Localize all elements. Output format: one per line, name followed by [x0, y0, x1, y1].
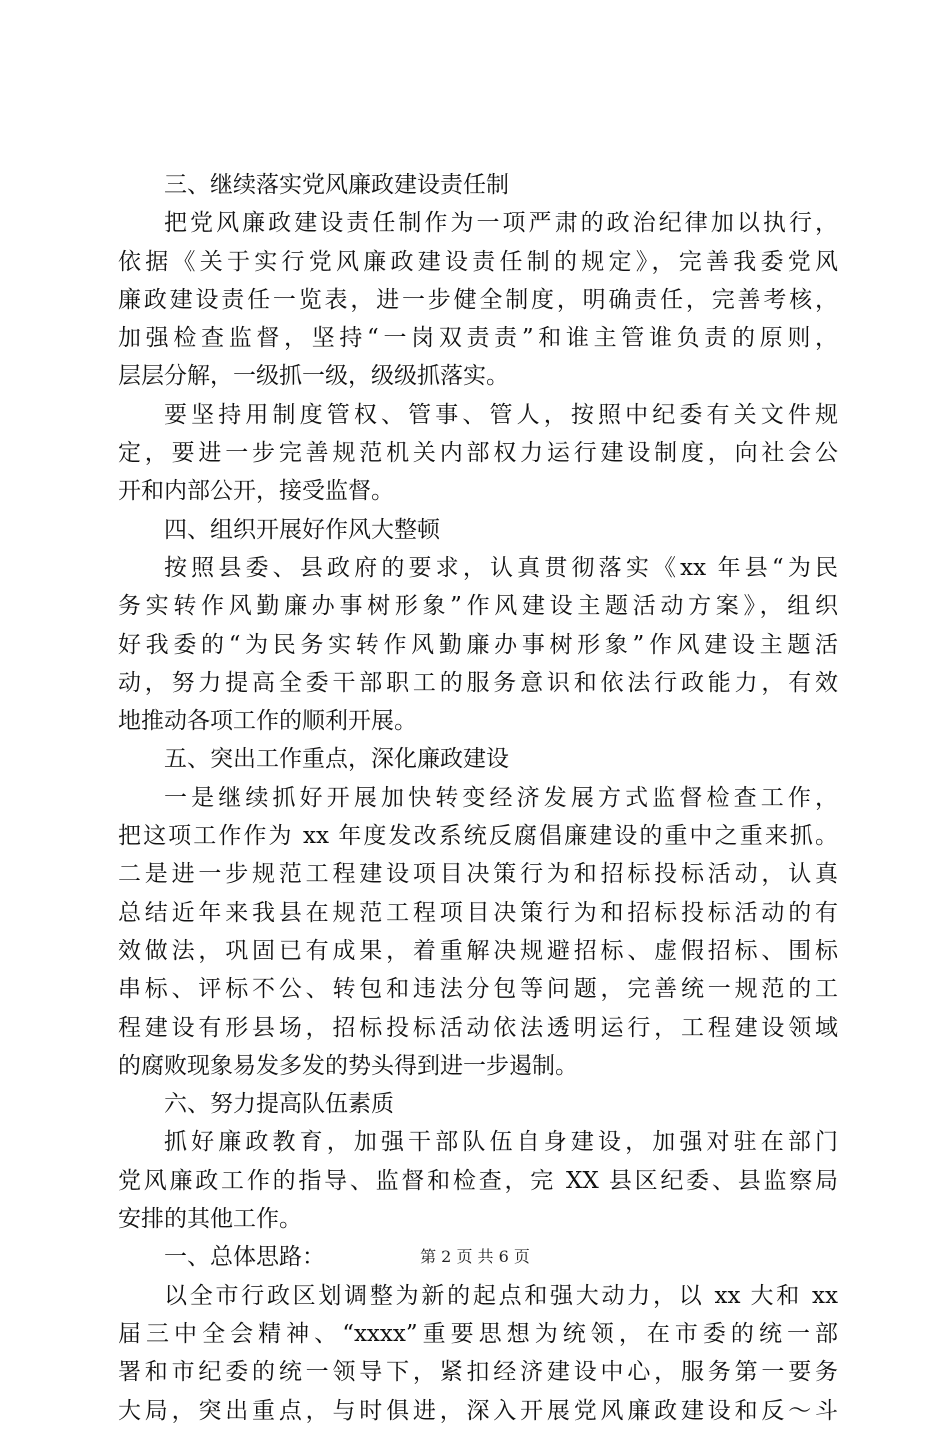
paragraph-line: 加强检查监督，坚持“一岗双责责”和谁主管谁负责的原则，	[118, 325, 838, 352]
paragraph-line: 程建设有形县场，招标投标活动依法透明运行，工程建设领域	[118, 1014, 838, 1041]
paragraph-line: 串标、评标不公、转包和违法分包等问题，完善统一规范的工	[118, 976, 838, 1003]
paragraph-line: 二是进一步规范工程建设项目决策行为和招标投标活动，认真	[118, 861, 838, 888]
paragraph-line: 地推动各项工作的顺利开展。	[118, 708, 417, 735]
section-heading-1: 一、总体思路：	[164, 1244, 325, 1271]
paragraph-line: 一是继续抓好开展加快转变经济发展方式监督检查工作，	[164, 784, 838, 811]
paragraph-line: 署和市纪委的统一领导下，紧扣经济建设中心，服务第一要务	[118, 1359, 838, 1386]
paragraph-line: 开和内部公开，接受监督。	[118, 478, 394, 505]
paragraph-line: 按照县委、县政府的要求，认真贯彻落实《xx 年县“为民	[164, 554, 838, 581]
paragraph-line: 廉政建设责任一览表，进一步健全制度，明确责任，完善考核，	[118, 286, 838, 313]
paragraph-line: 党风廉政工作的指导、监督和检查，完 XX 县区纪委、县监察局	[118, 1167, 838, 1194]
paragraph-line: 依据《关于实行党风廉政建设责任制的规定》，完善我委党风	[118, 248, 838, 275]
paragraph-line: 总结近年来我县在规范工程项目决策行为和招标投标活动的有	[118, 899, 838, 926]
paragraph-line: 以全市行政区划调整为新的起点和强大动力，以 xx 大和 xx	[164, 1282, 838, 1309]
page-number-label: 第 2 页 共 6 页	[420, 1247, 530, 1266]
paragraph-line: 把党风廉政建设责任制作为一项严肃的政治纪律加以执行，	[164, 210, 838, 237]
page-footer	[0, 1246, 950, 1268]
paragraph-line: 的腐败现象易发多发的势头得到进一步遏制。	[118, 1052, 578, 1079]
paragraph-line: 层层分解，一级抓一级，级级抓落实。	[118, 363, 509, 390]
paragraph-line: 安排的其他工作。	[118, 1206, 302, 1233]
paragraph-line: 好我委的“为民务实转作风勤廉办事树形象”作风建设主题活	[118, 631, 838, 658]
paragraph-line: 大局，突出重点，与时俱进，深入开展党风廉政建设和反～斗	[118, 1397, 838, 1424]
paragraph-line: 务实转作风勤廉办事树形象”作风建设主题活动方案》，组织	[118, 593, 838, 620]
paragraph-line: 效做法，巩固已有成果，着重解决规避招标、虚假招标、围标	[118, 937, 838, 964]
section-heading-4: 四、组织开展好作风大整顿	[164, 516, 440, 543]
paragraph-line: 动，努力提高全委干部职工的服务意识和依法行政能力，有效	[118, 669, 838, 696]
section-heading-3: 三、继续落实党风廉政建设责任制	[164, 172, 509, 198]
document-body	[118, 166, 838, 1430]
paragraph-line: 定，要进一步完善规范机关内部权力运行建设制度，向社会公	[118, 440, 838, 467]
section-heading-5: 五、突出工作重点，深化廉政建设	[164, 746, 509, 773]
paragraph-line: 把这项工作作为 xx 年度发改系统反腐倡廉建设的重中之重来抓。	[118, 823, 838, 850]
paragraph-line: 抓好廉政教育，加强干部队伍自身建设，加强对驻在部门	[164, 1129, 838, 1156]
paragraph-line: 届三中全会精神、“xxxx”重要思想为统领，在市委的统一部	[118, 1320, 838, 1347]
paragraph-line: 要坚持用制度管权、管事、管人，按照中纪委有关文件规	[164, 401, 838, 428]
section-heading-6: 六、努力提高队伍素质	[164, 1091, 394, 1118]
